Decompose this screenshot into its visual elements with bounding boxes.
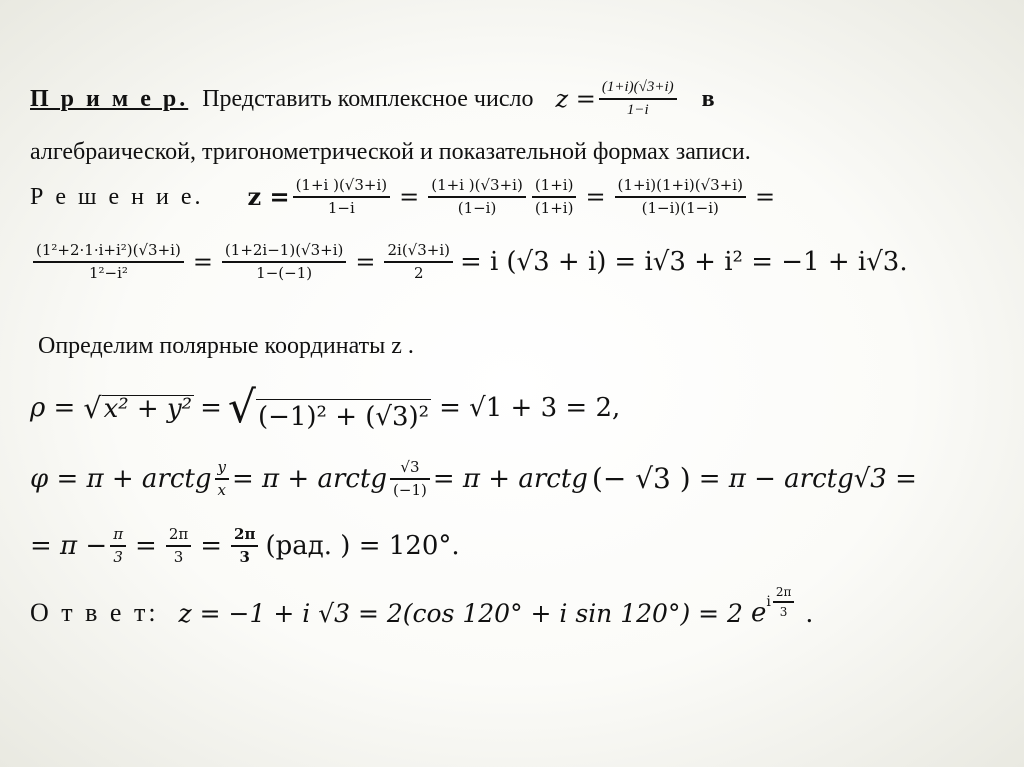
denominator: 1²−i² <box>88 263 128 282</box>
phi-e: = π − arctg√3 = <box>698 463 917 494</box>
radical-icon: √ <box>83 390 102 425</box>
l4-fraction-2 <box>222 243 346 281</box>
l3-fraction-3 <box>532 178 577 216</box>
line-rho <box>30 382 1004 433</box>
numerator: 2i(√3+i) <box>387 241 450 259</box>
forms-text: алгебраической, тригонометрической и показательной формах записи. <box>30 139 751 165</box>
answer-text: z = −1 + i √3 = 2(cos 120° + i sin 120°) = 2 <box>178 598 743 628</box>
denominator: 3 <box>779 604 788 619</box>
denominator: (1−i)(1−i) <box>641 198 719 217</box>
line-polar-intro <box>38 334 1004 358</box>
equals: = <box>200 393 222 423</box>
line-phi-result <box>30 527 1004 565</box>
phi-fraction-1 <box>215 460 229 498</box>
numerator: (1+i )(√3+i) <box>295 176 388 194</box>
l8-a: = π − <box>30 530 108 561</box>
denominator: (1−i) <box>457 198 497 217</box>
numerator: 2π <box>234 525 256 543</box>
l4-fraction-3 <box>384 243 453 281</box>
sqrt-x2-y2 <box>83 390 194 425</box>
two-pi-over-3-bold <box>231 527 258 565</box>
exp-power <box>766 586 797 618</box>
numerator: y <box>217 458 226 476</box>
numerator: (1+i) <box>534 176 574 194</box>
denominator: x <box>217 480 226 499</box>
numerator: (1+i )(√3+i) <box>431 176 523 194</box>
radicand: (−1)² + (√3)² <box>256 399 431 430</box>
exp-i: i <box>766 593 771 610</box>
denominator: 3 <box>113 547 123 566</box>
phi-b: = π + arctg <box>232 463 388 494</box>
denominator: 1−(−1) <box>256 263 313 282</box>
rho-eq: ρ = <box>30 393 76 423</box>
l3-fraction-4 <box>615 178 746 216</box>
z-eq: z = <box>555 84 596 113</box>
equals: = <box>192 247 213 276</box>
exp-base: e <box>750 598 767 628</box>
answer-end: . <box>805 598 814 628</box>
line-solution-1 <box>30 178 1004 216</box>
numerator: √3 <box>400 458 420 476</box>
two-pi-over-3 <box>166 527 191 565</box>
z-fraction <box>599 80 677 118</box>
denominator: (1+i) <box>534 198 574 217</box>
equals: = <box>355 247 376 276</box>
equals: = <box>200 530 223 561</box>
denominator: 3 <box>173 547 184 566</box>
solution-label: Р е ш е н и е. <box>30 183 204 210</box>
denominator: (−1) <box>393 480 427 499</box>
z-denominator: 1−i <box>626 101 649 118</box>
z-eq-bold: z = <box>247 181 290 211</box>
equals: = <box>135 530 157 561</box>
in-word: в <box>701 85 715 112</box>
equals: = <box>585 182 606 211</box>
phi-c: = π + arctg <box>432 463 588 494</box>
denominator: 1−i <box>327 198 355 217</box>
exp-fraction <box>773 586 795 618</box>
radicand: x² + y² <box>103 394 193 425</box>
z-numerator: (1+i)(√3+i) <box>601 79 674 95</box>
l4-fraction-1 <box>33 243 184 281</box>
l3-fraction-2 <box>428 178 526 216</box>
line-phi <box>30 460 1004 498</box>
line-forms <box>30 140 1004 164</box>
rho-result: = √1 + 3 = 2, <box>439 393 621 423</box>
line-example <box>30 80 1004 118</box>
l4-rest-a: = i <box>460 246 499 277</box>
equals: = <box>399 182 420 211</box>
l4-rest-b: (√3 + i) <box>506 246 607 277</box>
phi-a: φ = π + arctg <box>30 463 212 494</box>
l8-d: (рад. ) = 120°. <box>265 530 460 561</box>
phi-d: (− √3 ) <box>591 461 691 495</box>
sqrt-big <box>227 382 431 433</box>
polar-intro: Определим полярные координаты z . <box>38 333 414 359</box>
denominator: 2 <box>413 263 424 282</box>
radical-icon: √ <box>227 382 256 433</box>
numerator: π <box>113 525 124 543</box>
line-solution-2 <box>30 243 1004 281</box>
phi-fraction-2 <box>390 460 430 498</box>
numerator: (1²+2·1·i+i²)(√3+i) <box>36 241 181 259</box>
pi-over-3 <box>110 527 126 565</box>
task-text: Представить комплексное число <box>202 85 534 112</box>
answer-label: О т в е т: <box>30 598 159 627</box>
equals: = <box>754 182 776 211</box>
numerator: (1+2i−1)(√3+i) <box>224 241 344 259</box>
l4-rest-c: = i√3 + i² = −1 + i√3. <box>614 246 908 277</box>
numerator: (1+i)(1+i)(√3+i) <box>617 176 743 194</box>
numerator: 2π <box>775 585 792 599</box>
denominator: 3 <box>239 547 250 566</box>
l3-fraction-1 <box>293 178 391 216</box>
numerator: 2π <box>168 525 189 543</box>
example-label: П р и м е р. <box>30 85 189 112</box>
